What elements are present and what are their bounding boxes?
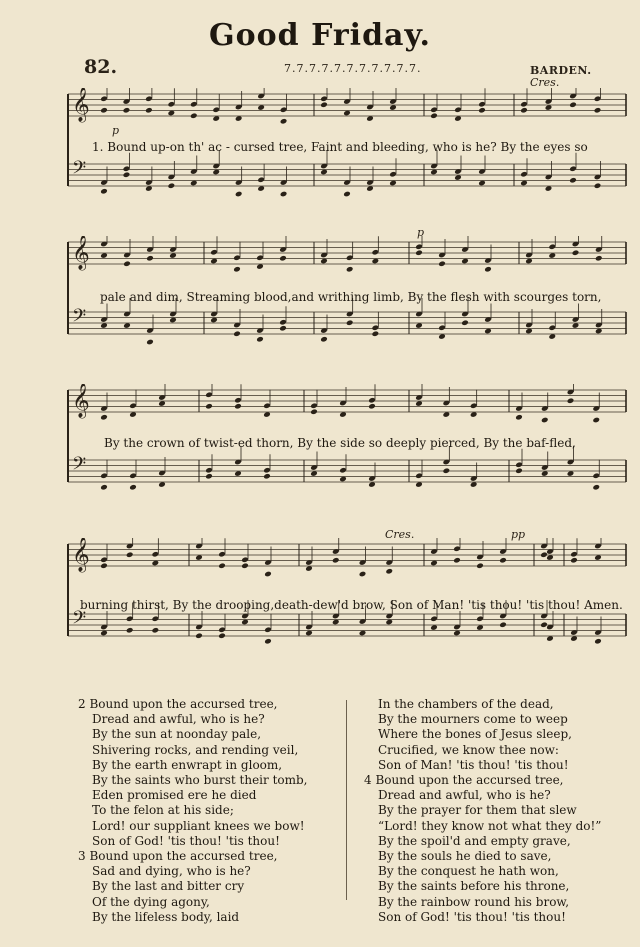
note-head bbox=[123, 107, 131, 114]
tune-name: BARDEN. bbox=[530, 64, 592, 77]
verse-line: 4 Bound upon the accursed tree, bbox=[364, 773, 564, 788]
verse-line: By the prayer for them that slew bbox=[378, 803, 577, 818]
note-head bbox=[280, 118, 288, 125]
note-head bbox=[461, 319, 469, 326]
note-head bbox=[594, 182, 602, 189]
bass-clef-icon: 𝄢 bbox=[72, 306, 87, 331]
note-head bbox=[515, 414, 523, 421]
note-head bbox=[520, 107, 528, 114]
lyric-line: 1. Bound up-on th' ac - cursed tree, Faint and bleeding, who is he? By the eyes so bbox=[92, 140, 588, 154]
column-divider bbox=[346, 700, 347, 900]
note-head bbox=[478, 107, 486, 114]
verse-line: Where the bones of Jesus sleep, bbox=[378, 727, 572, 742]
verse-line: Eden promised ere he died bbox=[92, 788, 257, 803]
note-head bbox=[368, 403, 376, 410]
verse-line: Shivering rocks, and rending veil, bbox=[92, 742, 299, 757]
verses-right-column bbox=[364, 697, 601, 925]
note-head bbox=[126, 627, 134, 634]
verse-line: By the earth enwrapt in gloom, bbox=[92, 757, 283, 772]
note-head bbox=[264, 638, 272, 645]
verse-line: By the spoil'd and empty grave, bbox=[378, 833, 571, 848]
note-head bbox=[233, 330, 241, 337]
note-head bbox=[256, 336, 264, 343]
note-head bbox=[100, 414, 108, 421]
note-head bbox=[218, 632, 226, 639]
verse-line: In the chambers of the dead, bbox=[378, 697, 554, 711]
verse-line: Son of Man! 'tis thou! 'tis thou! bbox=[378, 757, 569, 772]
dynamic-cres-2: Cres. bbox=[385, 528, 415, 541]
lyric-line: burning thirst, By the drooping,death-dew'd brow, Son of Man! 'tis thou! 'tis thou! Amen. bbox=[80, 598, 623, 612]
note-head bbox=[320, 336, 328, 343]
note-head bbox=[310, 408, 318, 415]
note-head bbox=[359, 571, 367, 578]
note-head bbox=[594, 107, 602, 114]
lyric-line: pale and dim, Streaming blood,and writhing limb, By the flesh with scourges torn, bbox=[100, 290, 602, 304]
note-head bbox=[195, 632, 203, 639]
note-head bbox=[346, 319, 354, 326]
dynamic-cres-1: Cres. bbox=[530, 76, 560, 89]
verse-line: Son of God! 'tis thou! 'tis thou! bbox=[378, 909, 566, 924]
note-head bbox=[594, 638, 602, 645]
note-head bbox=[332, 557, 340, 564]
treble-clef-icon: 𝄞 bbox=[72, 538, 90, 572]
treble-clef-icon: 𝄞 bbox=[72, 236, 90, 270]
note-head bbox=[146, 339, 154, 346]
note-head bbox=[218, 562, 226, 569]
note-head bbox=[320, 101, 328, 108]
note-head bbox=[145, 107, 153, 114]
note-head bbox=[146, 255, 154, 262]
note-head bbox=[372, 330, 380, 337]
verse-line: By the rainbow round his brow, bbox=[378, 894, 570, 909]
verse-line: Of the dying agony, bbox=[92, 894, 210, 909]
verse-line: Crucified, we know thee now: bbox=[378, 742, 559, 757]
note-head bbox=[190, 112, 198, 119]
verses-left-column bbox=[78, 697, 308, 925]
verse-line: Sad and dying, who is he? bbox=[92, 864, 251, 879]
note-head bbox=[443, 467, 451, 474]
note-head bbox=[540, 621, 548, 628]
note-head bbox=[569, 177, 577, 184]
note-head bbox=[541, 417, 549, 424]
note-head bbox=[540, 551, 548, 558]
verse-line: 2 Bound upon the accursed tree, bbox=[78, 697, 278, 711]
note-head bbox=[129, 484, 137, 491]
note-head bbox=[263, 473, 271, 480]
note-head bbox=[100, 562, 108, 569]
note-head bbox=[123, 171, 131, 178]
verse-line: 3 Bound upon the accursed tree, bbox=[78, 849, 278, 864]
note-head bbox=[152, 627, 160, 634]
bass-clef-icon: 𝄢 bbox=[72, 158, 87, 183]
note-head bbox=[515, 467, 523, 474]
note-head bbox=[123, 260, 131, 267]
meter-label: 7.7.7.7.7.7.7.7.7.7.7. bbox=[284, 62, 422, 75]
verse-line: Dread and awful, who is he? bbox=[92, 712, 265, 727]
note-head bbox=[595, 255, 603, 262]
note-head bbox=[592, 484, 600, 491]
note-head bbox=[499, 621, 507, 628]
note-head bbox=[100, 188, 108, 195]
verse-line: By the last and bitter cry bbox=[92, 879, 245, 894]
hymn-number: 82. bbox=[84, 56, 118, 78]
note-head bbox=[567, 397, 575, 404]
note-head bbox=[100, 107, 108, 114]
verse-line: Lord! our suppliant knees we bow! bbox=[92, 818, 305, 833]
note-head bbox=[279, 255, 287, 262]
verse-line: To the felon at his side; bbox=[92, 803, 234, 818]
verse-line: By the lifeless body, laid bbox=[92, 909, 240, 924]
verse-line: “Lord! they know not what they do!” bbox=[378, 818, 602, 833]
bass-clef-icon: 𝄢 bbox=[72, 608, 87, 633]
verse-line: By the souls he died to save, bbox=[378, 849, 552, 864]
note-head bbox=[476, 562, 484, 569]
note-head bbox=[234, 403, 242, 410]
treble-clef-icon: 𝄞 bbox=[72, 88, 90, 122]
note-head bbox=[569, 101, 577, 108]
verse-line: By the sun at noonday pale, bbox=[92, 727, 262, 742]
note-head bbox=[280, 191, 288, 198]
note-head bbox=[100, 484, 108, 491]
verse-line: By the saints before his throne, bbox=[378, 879, 570, 894]
note-head bbox=[126, 551, 134, 558]
note-head bbox=[241, 562, 249, 569]
note-head bbox=[235, 191, 243, 198]
note-head bbox=[430, 112, 438, 119]
note-head bbox=[438, 260, 446, 267]
note-head bbox=[385, 568, 393, 575]
note-head bbox=[233, 266, 241, 273]
verse-line: By the saints who burst their tomb, bbox=[92, 773, 308, 788]
note-head bbox=[572, 249, 580, 256]
note-head bbox=[570, 557, 578, 564]
note-head bbox=[205, 403, 213, 410]
note-head bbox=[279, 325, 287, 332]
note-head bbox=[264, 571, 272, 578]
verse-line: Son of God! 'tis thou! 'tis thou! bbox=[92, 833, 280, 848]
dynamic-p-2: p bbox=[417, 226, 425, 239]
note-head bbox=[592, 417, 600, 424]
note-head bbox=[453, 557, 461, 564]
verse-line: By the conquest he hath won, bbox=[378, 864, 559, 879]
verse-line: Dread and awful, who is he? bbox=[378, 788, 551, 803]
lyric-line: By the crown of twist-ed thorn, By the side so deeply pierced, By the baf-fled, bbox=[104, 436, 576, 450]
note-head bbox=[499, 557, 507, 564]
note-head bbox=[168, 182, 176, 189]
treble-clef-icon: 𝄞 bbox=[72, 384, 90, 418]
dynamic-p-1: p bbox=[112, 124, 120, 137]
note-head bbox=[343, 191, 351, 198]
note-head bbox=[205, 473, 213, 480]
note-head bbox=[415, 249, 423, 256]
page-title: Good Friday. bbox=[209, 18, 431, 53]
dynamic-pp: pp bbox=[511, 528, 526, 541]
note-head bbox=[346, 266, 354, 273]
verse-line: By the mourners come to weep bbox=[378, 712, 568, 727]
bass-clef-icon: 𝄢 bbox=[72, 454, 87, 479]
note-head bbox=[484, 266, 492, 273]
